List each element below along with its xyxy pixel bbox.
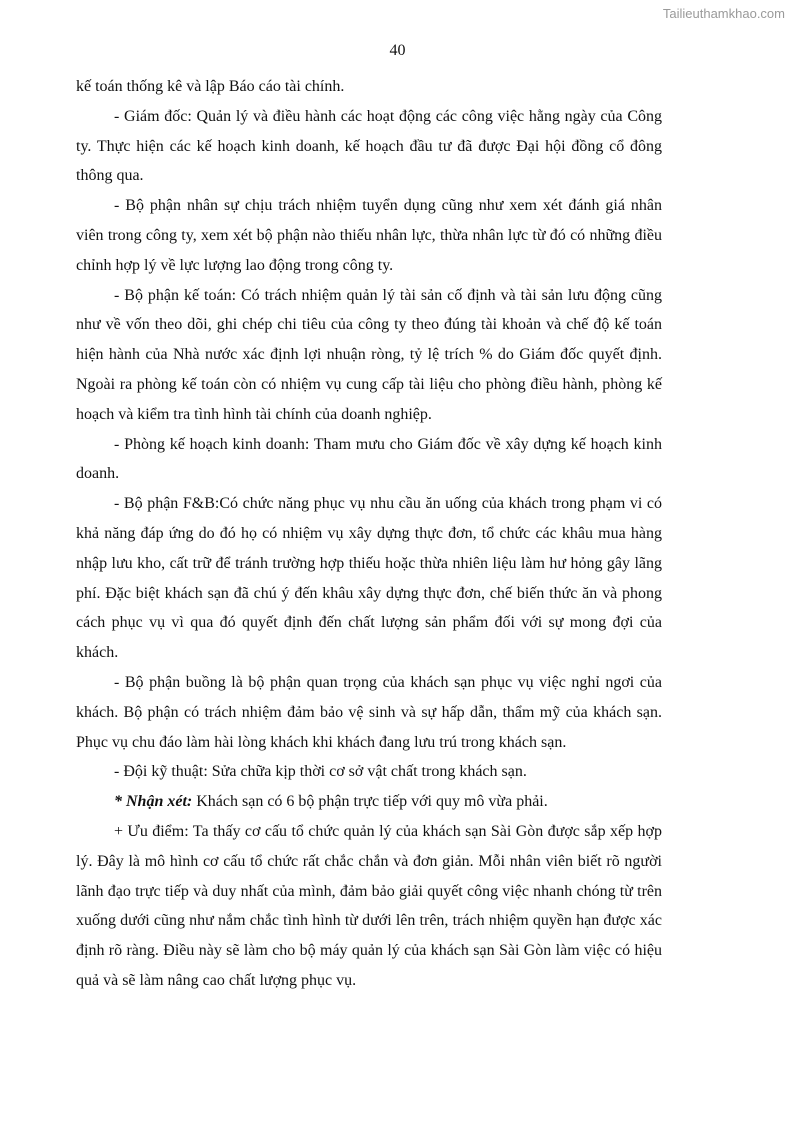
paragraph-remark (76, 787, 662, 817)
paragraph-fnb: - Bộ phận F&B:Có chức năng phục vụ nhu cầu ăn uống của khách trong phạm vi có khả năng đáp ứng do đó họ có nhiệm vụ xây dựng thực đơn, tổ chức các khâu mua hàng nhập lưu kho, cất trữ để tránh trường hợp thiếu hoặc thừa nhiên liệu làm hư hỏng gây lãng phí. Đặc biệt khách sạn đã chú ý đến khâu xây dựng thực đơn, chế biến thức ăn và phong cách phục vụ vì qua đó quyết định đến chất lượng sản phẩm đối với sự mong đợi của khách. (76, 495, 662, 662)
paragraph-advantages: + Ưu điểm: Ta thấy cơ cấu tổ chức quản lý của khách sạn Sài Gòn được sắp xếp hợp lý. Đây là mô hình cơ cấu tổ chức rất chắc chắn và đơn giản. Mỗi nhân viên biết rõ người lãnh đạo trực tiếp và duy nhất của mình, đảm bảo giải quyết công việc nhanh chóng từ trên xuống dưới cũng như nắm chắc tình hình từ dưới lên trên, trách nhiệm quyền hạn được xác định rõ ràng. Điều này sẽ làm cho bộ máy quản lý của khách sạn Sài Gòn làm việc có hiệu quả và sẽ làm nâng cao chất lượng phục vụ. (76, 822, 662, 989)
remark-label: * Nhận xét: (114, 793, 193, 811)
paragraph-business-planning: - Phòng kế hoạch kinh doanh: Tham mưu cho Giám đốc về xây dựng kế hoạch kinh doanh. (76, 435, 662, 483)
paragraph-director: - Giám đốc: Quản lý và điều hành các hoạt động các công việc hằng ngày của Công ty. Thực hiện các kế hoạch kinh doanh, kế hoạch đầu tư đã được Đại hội đồng cổ đông thông qua. (76, 107, 662, 185)
paragraph-technical: - Đội kỹ thuật: Sửa chữa kịp thời cơ sở vật chất trong khách sạn. (114, 763, 527, 781)
paragraph-continuation: kế toán thống kê và lập Báo cáo tài chính. (76, 78, 345, 95)
watermark: Tailieuthamkhao.com (662, 6, 785, 21)
page-number: 40 (389, 42, 406, 59)
paragraph-hr: - Bộ phận nhân sự chịu trách nhiệm tuyển dụng cũng như xem xét đánh giá nhân viên trong công ty, xem xét bộ phận nào thiếu nhân lực, thừa nhân lực từ đó có những điều chỉnh hợp lý về lực lượng lao động trong công ty. (76, 197, 662, 274)
paragraph-accounting: - Bộ phận kế toán: Có trách nhiệm quản lý tài sản cố định và tài sản lưu động cũng như về vốn theo dõi, ghi chép chi tiêu của công ty theo đúng tài khoản và chế độ kế toán hiện hành của Nhà nước xác định lợi nhuận ròng, tỷ lệ trích % do Giám đốc quyết định. Ngoài ra phòng kế toán còn có nhiệm vụ cung cấp tài liệu cho phòng điều hành, phòng kế hoạch và kiểm tra tình hình tài chính của doanh nghiệp. (76, 286, 662, 423)
document-body (76, 72, 662, 996)
paragraph-housekeeping: - Bộ phận buồng là bộ phận quan trọng của khách sạn phục vụ việc nghỉ ngơi của khách. Bộ phận có trách nhiệm đảm bảo vệ sinh và sự hấp dẫn, thẩm mỹ của khách sạn. Phục vụ chu đáo làm hài lòng khách khi khách đang lưu trú trong khách sạn. (76, 673, 662, 751)
remark-text: Khách sạn có 6 bộ phận trực tiếp với quy mô vừa phải. (192, 793, 548, 811)
